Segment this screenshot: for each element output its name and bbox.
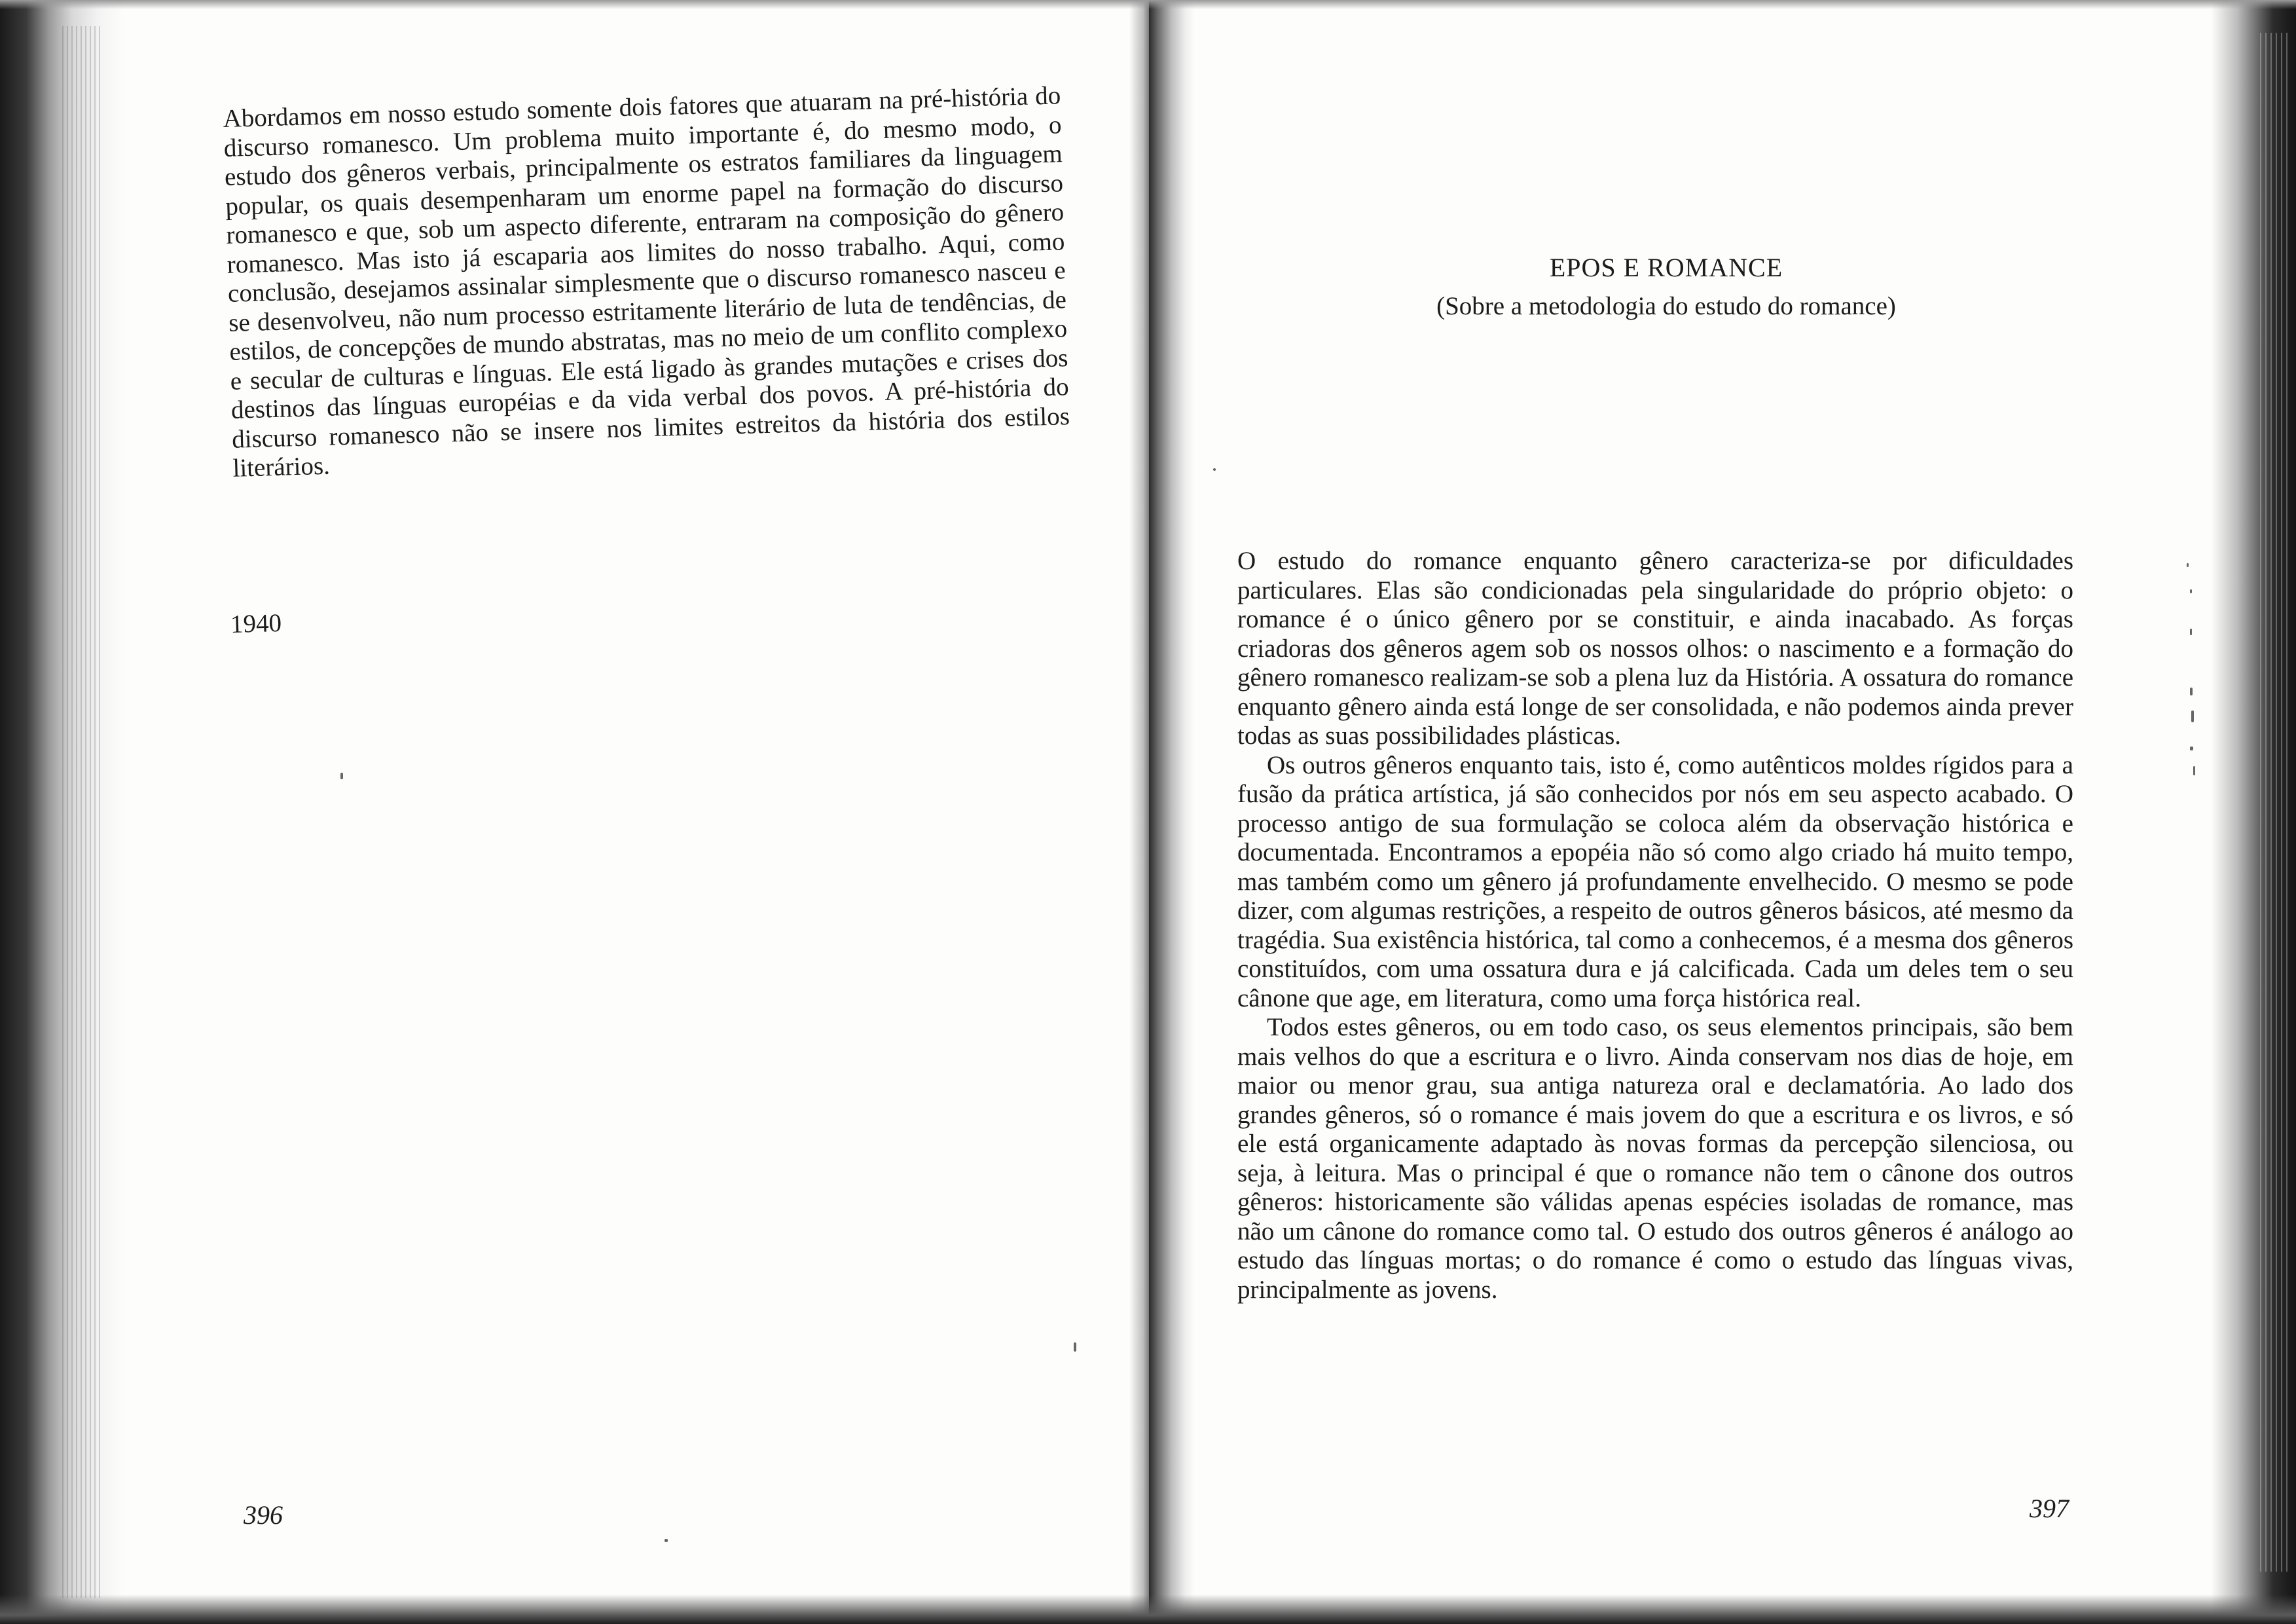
left-body-text (223, 81, 1071, 483)
top-edge-shadow (1149, 0, 2296, 9)
scan-speck (2190, 589, 2192, 593)
scan-speck (1074, 1342, 1076, 1352)
gutter-shadow (1149, 0, 1195, 1624)
scan-speck (2190, 688, 2193, 695)
gutter-shadow (1129, 0, 1149, 1624)
page-stack-edge (2260, 33, 2289, 1572)
scan-speck (665, 1539, 668, 1542)
chapter-subtitle: (Sobre a metodologia do estudo do romance) (1436, 292, 1896, 320)
right-paragraph: Todos estes gêneros, ou em todo caso, os seus elementos principais, são bem mais velhos do que a escritura e o livro. Ainda conservam nos dias de hoje, em maior ou menor grau, sua antiga natureza oral e declamatória. Ao lado dos grandes gêneros, só o romance é mais jovem do que a escritura e os livros, e só ele está organicamente adaptado às novas formas da percepção silenciosa, ou seja, à leitura. Mas o principal é que o romance não tem o cânone dos outros gêneros: historicamente são válidas apenas espécies isoladas de romance, mas não um cânone do romance como tal. O estudo dos outros gêneros é análogo ao estudo das línguas mortas; o do romance é como o estudo das línguas vivas, principalmente as jovens. (1237, 1013, 2073, 1304)
right-page (1149, 0, 2296, 1624)
left-paragraph: Abordamos em nosso estudo somente dois fatores que atuaram na pré-história do discurso romanesco. Um problema muito importante é, do mesmo modo, o estudo dos gêneros verbais, principalmente os estratos familiares da linguagem popular, os quais desempenharam um enorme papel na formação do discurso romanesco e que, sob um aspecto diferente, entraram na composição do gênero romanesco. Mas isto já escaparia aos limites do nosso trabalho. Aqui, como conclusão, desejamos assinalar simplesmente que o discurso romanesco nasceu e se desenvolveu, não num processo estritamente literário de luta de tendências, de estilos, de concepções de mundo abstratas, mas no meio de um conflito complexo e secular de culturas e línguas. Ele está ligado às grandes mutações e crises dos destinos das línguas européias e da vida verbal dos povos. A pré-história do discurso romanesco não se insere nos limites estreitos da história dos estilos literários. (223, 81, 1070, 483)
top-edge-shadow (0, 0, 1149, 9)
page-number-right: 397 (2030, 1494, 2069, 1523)
date-line: 1940 (230, 608, 282, 639)
bottom-edge-shadow (0, 1595, 1149, 1624)
scan-speck (2191, 710, 2194, 722)
chapter-title: EPOS E ROMANCE (1549, 253, 1783, 282)
scan-speck (2187, 563, 2189, 567)
bottom-edge-shadow (1149, 1595, 2296, 1624)
page-stack-edge (62, 26, 101, 1598)
scan-speck (2190, 747, 2193, 750)
right-paragraph: O estudo do romance enquanto gênero caracteriza-se por dificuldades particulares. Elas são condicionadas pela singularidade do próprio objeto: o romance é o único gênero por se constituir, e ainda inacabado. As forças criadoras dos gêneros agem sob os nossos olhos: o nascimento e a formação do gênero romanesco realizam-se sob a plena luz da História. A ossatura do romance enquanto gênero ainda está longe de ser consolidada, e não podemos ainda prever todas as suas possibilidades plásticas. (1237, 547, 2073, 750)
right-body-text (1237, 547, 2073, 1304)
right-paragraph: Os outros gêneros enquanto tais, isto é, como autênticos moldes rígidos para a fusão da prática artística, já são conhecidos por nós em seu aspecto acabado. O processo antigo de sua formulação se coloca além da observação histórica e documentada. Encontramos a epopéia não só como algo criado há muito tempo, mas também como um gênero já profundamente envelhecido. O mesmo se pode dizer, com algumas restrições, a respeito de outros gêneros básicos, até mesmo da tragédia. Sua existência histórica, tal como a conhecemos, é a mesma dos gêneros constituídos, com uma ossatura dura e já calcificada. Cada um deles tem o seu cânone que age, em literatura, como uma força histórica real. (1237, 750, 2073, 1012)
scan-speck (340, 773, 343, 779)
scan-speck (2190, 629, 2192, 635)
page-number-left: 396 (244, 1500, 283, 1530)
scan-speck (2193, 766, 2195, 775)
scan-speck (1213, 468, 1216, 471)
